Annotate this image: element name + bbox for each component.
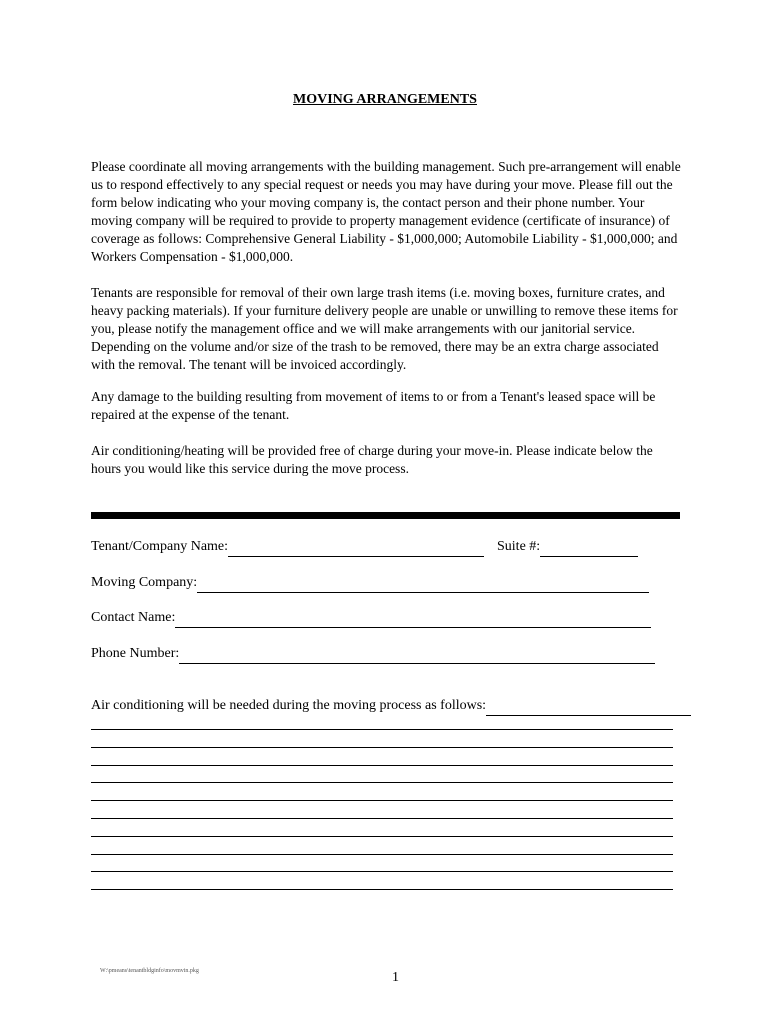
suite-input-line[interactable] <box>540 541 638 557</box>
ac-blank-line[interactable] <box>91 800 673 801</box>
moving-company-field <box>91 573 649 593</box>
suite-field <box>497 537 638 557</box>
ac-schedule-input-line[interactable] <box>486 700 691 716</box>
damage-paragraph: Any damage to the building resulting from movement of items to or from a Tenant's leased space will be repaired at the expense of the tenant. <box>91 389 656 422</box>
section-divider <box>91 512 680 519</box>
suite-label: Suite #: <box>497 539 541 554</box>
moving-coordination-paragraph: Please coordinate all moving arrangements with the building management. Such pre-arrangement will enable us to respond effectively to any special request or needs you may have during your move. Please fill out the form below indicating who your moving company is, the contact person and their phone number. Your moving company will be required to provide to property management evidence (certificate of insurance) of coverage as follows: Comprehensive General Liability - $1,000,000; Automobile Liability - $1,000,000; and Workers Compensation - $1,000,000. <box>91 159 681 264</box>
ac-schedule-label: Air conditioning will be needed during the moving process as follows: <box>91 698 487 713</box>
contact-name-label: Contact Name: <box>91 610 176 625</box>
ac-blank-line[interactable] <box>91 836 673 837</box>
tenant-company-label: Tenant/Company Name: <box>91 539 229 554</box>
moving-company-label: Moving Company: <box>91 575 198 590</box>
moving-company-input-line[interactable] <box>197 577 649 593</box>
ac-blank-line[interactable] <box>91 854 673 855</box>
contact-name-input-line[interactable] <box>175 612 651 628</box>
ac-blank-line[interactable] <box>91 765 673 766</box>
ac-blank-line[interactable] <box>91 818 673 819</box>
phone-number-input-line[interactable] <box>179 648 655 664</box>
contact-name-field <box>91 608 651 628</box>
ac-blank-line[interactable] <box>91 889 673 890</box>
phone-number-label: Phone Number: <box>91 646 180 661</box>
ac-schedule-field <box>91 696 691 716</box>
file-path-footer: W:\pmeans\tenantbldginfo\movmvin.pkg <box>100 968 199 974</box>
tenant-company-field <box>91 537 484 557</box>
ac-blank-line[interactable] <box>91 747 673 748</box>
trash-removal-paragraph: Tenants are responsible for removal of their own large trash items (i.e. moving boxes, furniture crates, and heavy packing materials). If your furniture delivery people are unable or unwilling to remove these items for you, please notify the management office and we will make arrangements with our janitorial service. Depending on the volume and/or size of the trash to be removed, there may be an extra charge associated with the removal. The tenant will be invoiced accordingly. <box>91 285 678 372</box>
phone-number-field <box>91 644 655 664</box>
page-title: MOVING ARRANGEMENTS <box>293 92 477 107</box>
tenant-company-input-line[interactable] <box>228 541 484 557</box>
air-conditioning-paragraph: Air conditioning/heating will be provided free of charge during your move-in. Please indicate below the hours you would like this service during the move process. <box>91 443 653 476</box>
ac-blank-line[interactable] <box>91 871 673 872</box>
page-number: 1 <box>392 970 399 985</box>
ac-blank-line[interactable] <box>91 782 673 783</box>
ac-blank-line[interactable] <box>91 729 673 730</box>
